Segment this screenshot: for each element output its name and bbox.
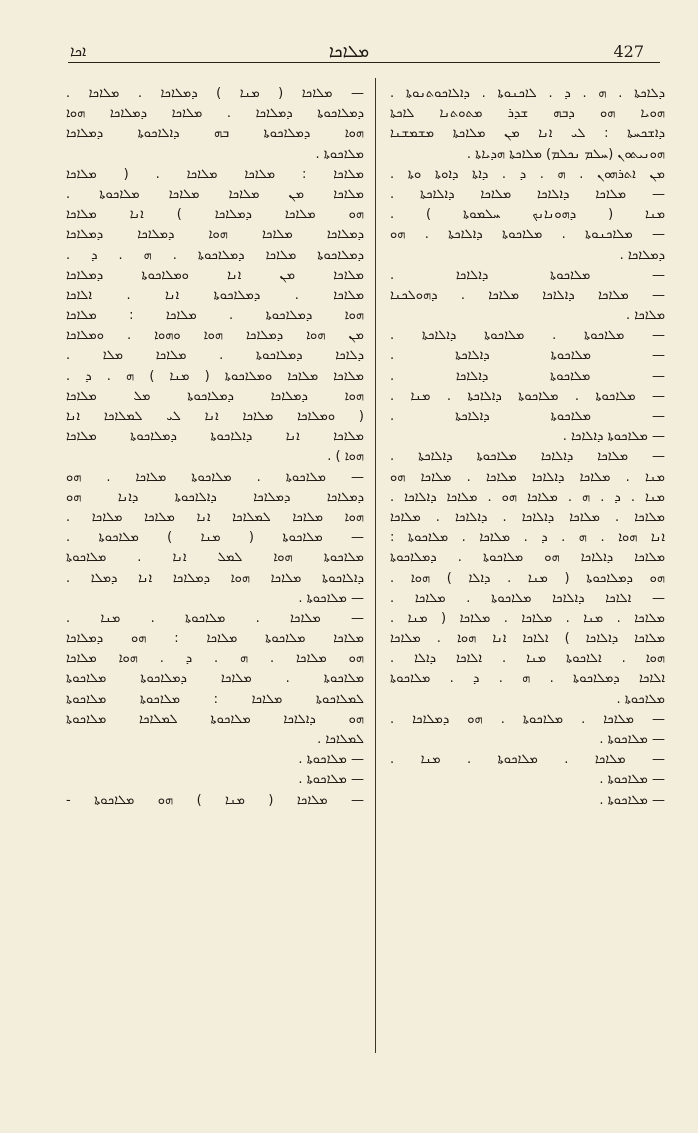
entry-line: ܡܠܐܟܐ : ܡܠܐܟܐ ܡܠܐܟܐ . ( ܡܠܐܟܐ [66,166,364,182]
page-number: 427 [613,42,644,61]
entry-line: ܡܢ ܗܘܐ ܕܡܠܐܟܐ ܗܘܐ ܘܗܘܐ . ܘܡܠܐܟܐ [66,328,364,344]
entry-line: ܡܠܐܟܘܬܐ . [315,146,364,162]
entry-line: — ܡܠܐܟܘܬܐ ( ܡܢܐ ) ܡܠܐܟܘܬܐ . [66,530,364,546]
entry-line: ܡܠܐܟܐ . ܕܡܠܐܟܘܬܐ ܐܢܐ . ܐܠܐܟܐ [66,287,364,303]
header-rule [68,62,660,63]
entry-line: ܗܘܝܐ ܗܘ ܕܒܗ ܫܕܪ ܡܬܘܬܢܐ ܠܐܟܬܐ [390,106,665,122]
entry-line: — ܡܠܐܟܘܬܐ . [298,752,364,768]
entry-line: ܐܢܐ ܗܘܐ . ܗ . ܕ . ܡܠܐܟܐ . ܡܠܐܟܘܬܐ : [390,530,665,546]
entry-line: — ܡܠܐܟܐ ܕܐܠܐܟܐ ܡܠܐܟܐ ܕܐܠܐܟܬܐ . [390,186,665,202]
entry-line: ܡܠܐܟܐ . ܡܢܐ . ܡܠܐܟܐ . ܡܠܐܟܐ ( ܡܢܐ . [390,610,665,626]
entry-line: ܡܠܐܟܐ ܡܢ ܡܠܐܟܐ ܡܠܐܟܐ ܡܠܐܟܘܬܐ . [66,186,364,202]
entry-line: ܗܘܐ ܕܡܠܐܟܘܬܐ . ܡܠܐܟܐ : ܡܠܐܟܐ [66,308,364,324]
entry-line: ܠܡܠܐܟܐ . [317,732,364,747]
entry-line: ܡܢܐ . ܕ . ܗ . ܡܠܐܟܐ ܗܘ . ܡܠܐܟܐ ܕܐܠܐܟܐ . [390,489,665,505]
entry-line: ܗܘܐ ) . [327,449,364,465]
entry-line: ܕܐܫܟܚܬܐ : ܠܝ ܐܢܐ ܡܢ ܡܠܐܟܬܐ ܡܫܡܫܢܐ [390,126,665,142]
entry-line: ܕܡܠܐܟܘܬܐ ܕܡܠܐܟܐ . ܡܠܐܟܐ ܕܡܠܐܟܐ ܗܘܐ [66,106,364,122]
entry-line: — ܡܠܐܟܘܬܐ ܕܐܠܐܟܐ . [390,267,665,283]
entry-line: ( ܘܡܠܐܟܐ ܡܠܐܟܐ ܐܢܐ ܠܝ ܠܡܠܐܟܐ ܐܢܐ [66,409,364,424]
entry-line: — ܡܠܐܟܐ ( ܡܢܐ ) ܕܡܠܐܟܐ . ܡܠܐܟܐ . [66,86,364,101]
entry-line: — ܡܠܐܟܐ . ܡܠܐܟܘܬܐ . ܡܢܐ . [390,752,665,768]
entry-line: — ܡܠܐܟܐ . ܡܠܐܟܘܬܐ . ܡܢܐ . [66,610,364,626]
entry-line: ܡܢܐ ( ܕܗܘܢܐܢܟ ܚܠܡܘܬܐ ) . [390,207,665,223]
entry-line: ܡܠܐܟܘܬܐ . [616,691,665,707]
header-headword: ܡܠܐܟܐ [328,42,370,62]
entry-line: ܕܡܠܐܟܐ ܡܠܐܟܐ ܗܘܐ ܕܡܠܐܟܐ ܕܡܠܐܟܐ [66,227,364,243]
entry-line: ܗܘ ܡܠܐܟܐ . ܗ . ܕ . ܗܘܐ ܡܠܐܟܐ [66,651,364,667]
entry-line: ܗܘܐ ܡܠܐܟܐ ܠܡܠܐܟܐ ܐܢܐ ܡܠܐܟܐ ܡܠܐܟܐ . [66,509,364,525]
entry-line: — ܡܠܐܟܘܬܐ . ܡܠܐܟܘܬܐ ܡܠܐܟܐ . ܗܘ [66,469,364,485]
entry-line: — ܡܠܐܟܘܬܐ ܕܐܠܐܟܬܐ . [390,409,665,424]
entry-line: ܕܡܠܐܟܐ . [619,247,665,263]
entry-line: ܗܘܐ ܕܡܠܐܟܐ ܕܡܠܐܟܘܬܐ ܡܠ ܡܠܐܟܐ [66,388,364,404]
entry-line: ܐܠܐܟܐ ܕܡܠܐܟܘܬܐ . ܗ . ܕ . ܡܠܐܟܘܬܐ [390,671,665,687]
entry-line: ܗܘܐ ܕܡܠܐܟܘܬܐ ܒܗ ܕܐܠܐܟܘܬܐ ܕܡܠܐܟܐ [66,126,364,142]
entry-line: ܕܡܠܐܟܐ ܕܡܠܐܟܐ ܕܐܠܐܟܘܬܐ ܕܐܢܐ ܗܘ [66,489,364,505]
entry-line: — ܡܠܐܟܐ ( ܡܢܐ ) ܗܘ ܡܠܐܟܘܬܐ - [66,792,364,808]
entry-line: ܡܠܐܟܐ ܡܠܐܟܐ ܘܡܠܐܟܘܬܐ ( ܡܢܐ ) ܗ . ܕ . [66,368,364,384]
entry-line: ܡܠܐܟܘܬܐ ܗܘܐ ܠܡܠ ܐܢܐ . ܡܠܐܟܘܬܐ [66,550,364,566]
entry-line: — ܐܠܐܟܐ ܕܐܠܐܟܐ ܡܠܐܟܘܬܐ . ܡܠܐܟܐ . [390,590,665,606]
entry-line: ܗܘܢܝܬܘܢ (ܚܠܡ ܢܟܠܡ) ܡܠܐܟܬܐ ܗܕܝܐܬܐ . [466,146,665,162]
entry-line: ܡܢ ܐܬܪܗܘܢ . ܗ . ܕ . ܕܐܬܐ ܕܐܘܬܐ ܘܬܐ . [390,166,665,182]
entry-line: — ܡܠܐܟܐ ܕܐܠܐܟܐ ܡܠܐܟܘܬܐ ܕܐܠܐܟܬܐ . [390,449,665,465]
entry-line: ܡܠܐܟܐ ܡܠܐܟܘܬܐ ܡܠܐܟܐ : ܗܘ ܕܡܠܐܟܐ [66,631,364,647]
entry-line: ܕܡܠܐܟܘܬܐ ܡܠܐܟܐ ܕܡܠܐܟܘܬܐ . ܗ . ܕ . [66,247,364,263]
entry-line: ܠܡܠܐܟܘܬܐ ܡܠܐܟܐ : ܡܠܐܟܘܬܐ ܡܠܐܟܘܬܐ [66,691,364,707]
entry-line: — ܡܠܐܟܘܬܐ ܕܐܠܐܟܐ . [390,368,665,384]
right-column [390,84,665,811]
entry-line: ܡܠܐܟܐ . [626,308,665,324]
entry-line: — ܡܠܐܟܐ . ܡܠܐܟܘܬܐ . ܗܘ ܕܡܠܐܟܐ . [390,711,665,727]
entry-line: — ܡܠܐܟܘܬܐ ܕܐܠܐܟܐ . [562,429,665,445]
entry-line: ܕܠܐܟܐ ܕܡܠܐܟܘܬܐ . ܡܠܐܟܐ ܡܠܐ . [66,348,364,364]
entry-line: — ܡܠܐܟܘܬܐ . ܡܠܐܟܘܬܐ ܕܐܠܐܟܬܐ . ܡܢܐ . [390,388,665,404]
entry-line: — ܡܠܐܟܘܬܐ . [599,732,665,747]
entry-line: — ܡܠܐܟܘܬܐ . [298,590,364,606]
entry-line: ܗܘ ܡܠܐܟܐ ܕܡܠܐܟܐ ) ܐܢܐ ܡܠܐܟܐ [66,207,364,223]
entry-line: ܡܠܐܟܐ ܡܢ ܐܢܐ ܘܡܠܐܟܘܬܐ ܕܡܠܐܟܐ [66,267,364,283]
entry-line: ܕܐܠܐܟܘܬܐ ܡܠܐܟܐ ܗܘܐ ܕܡܠܐܟܐ ܐܢܐ ܕܡܠܐ . [66,570,364,586]
entry-line: — ܡܠܐܟܘܬܐ ܕܐܠܐܟܬܐ . [390,348,665,364]
entry-line: ܡܢܐ . ܡܠܐܟܐ ܕܐܠܐܟܐ ܡܠܐܟܐ . ܡܠܐܟܐ ܗܘ [390,469,665,485]
entry-line: — ܡܠܐܟܘܬܐ . ܡܠܐܟܘܬܐ ܕܐܠܐܟܬܐ . [390,328,665,344]
entry-line: ܗܘ ܕܡܠܐܟܘܬܐ ( ܡܢܐ . ܕܐܠܐ ) ܗܘܐ . [390,570,665,586]
entry-line: — ܡܠܐܟܢܘܬܐ . ܡܠܐܟܘܬܐ ܕܐܠܐܟܬܐ . ܗܘ [390,227,665,243]
entry-line: ܡܠܐܟܐ ܕܐܠܐܟܐ ) ܐܠܐܟܐ ܐܢܐ ܗܘܐ . ܡܠܐܟܐ [390,631,665,647]
entry-line: ܡܠܐܟܐ . ܡܠܐܟܐ ܕܐܠܐܟܐ . ܕܐܠܐܟܐ . ܡܠܐܟܐ [390,509,665,525]
entry-line: ܡܠܐܟܘܬܐ . ܡܠܐܟܐ ܕܡܠܐܟܘܬܐ ܡܠܐܟܘܬܐ [66,671,364,687]
entry-line: ܗܘܐ . ܐܠܐܟܘܬܐ ܡܢܐ . ܐܠܐܟܐ ܕܐܠܐ . [390,651,665,667]
entry-line: ܗܘ ܕܐܠܐܟܐ ܡܠܐܟܘܬܐ ܠܡܠܐܟܐ ܡܠܐܟܘܬܐ [66,711,364,727]
column-divider [375,78,376,1053]
entry-line: — ܡܠܐܟܘܬܐ . [298,772,364,788]
entry-line: ܡܠܐܟܐ ܐܢܐ ܕܐܠܐܟܘܬܐ ܕܡܠܐܟܘܬܐ ܡܠܐܟܐ [66,429,364,445]
left-column [66,84,364,811]
entry-line: — ܡܠܐܟܘܬܐ . [599,792,665,808]
entry-line: — ܡܠܐܟܘܬܐ . [599,772,665,788]
entry-line: ܡܠܐܟܐ ܕܐܠܐܟܐ ܗܘ ܡܠܐܟܘܬܐ . ܕܡܠܐܟܘܬܐ [390,550,665,566]
header-catchword: ܐܟܐ [70,42,87,60]
entry-line: ܕܠܐܟܬܐ . ܗ . ܕ . ܠܐܟܢܘܬܐ . ܕܐܠܐܟܘܬܢܘܬܐ . [390,86,665,101]
entry-line: — ܡܠܐܟܐ ܕܐܠܐܟܐ ܡܠܐܟܐ . ܕܗܘܠܟܢܐ [390,287,665,303]
